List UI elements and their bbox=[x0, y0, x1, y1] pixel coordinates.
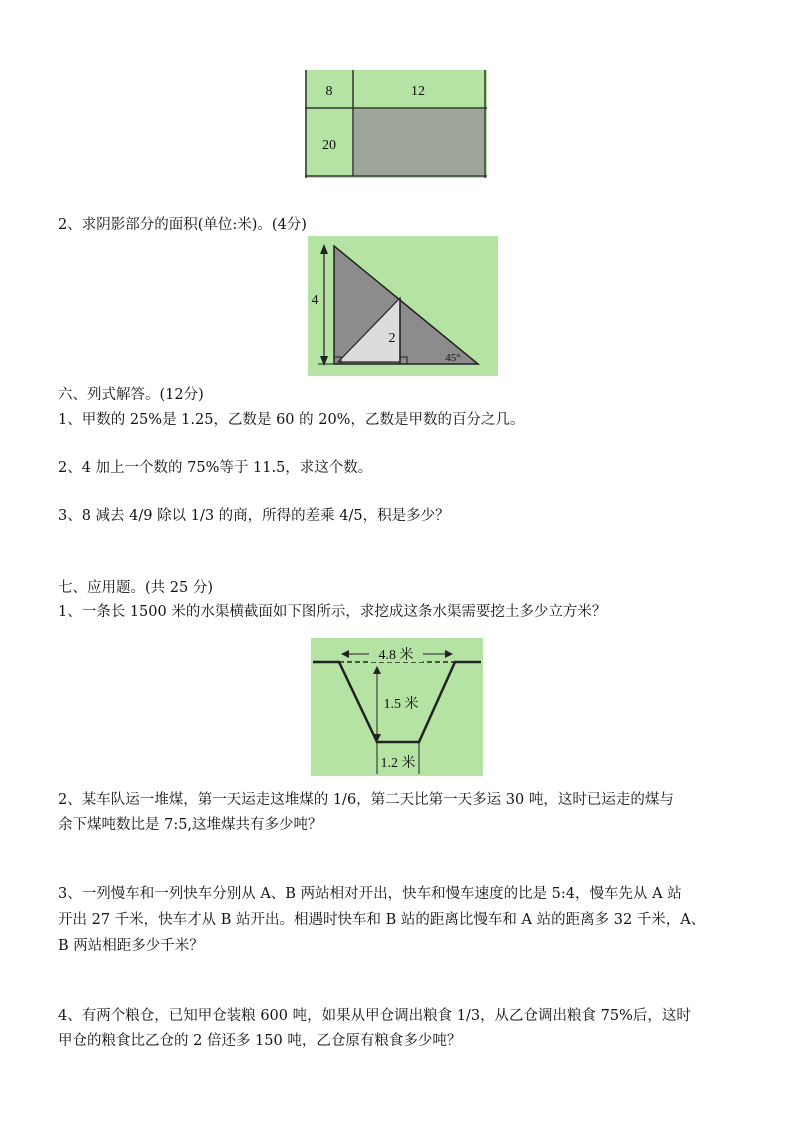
section7-q2-line1: 2、某车队运一堆煤，第一天运走这堆煤的 1/6，第二天比第一天多运 30 吨，这时已运走的煤与 bbox=[58, 792, 674, 808]
label-45-degree: 45° bbox=[445, 352, 461, 364]
section7-heading: 七、应用题。(共 25 分) bbox=[58, 580, 213, 596]
section6-item-3: 3、8 减去 4/9 除以 1/3 的商，所得的差乘 4/5，积是多少？ bbox=[58, 508, 450, 524]
label-8: 8 bbox=[325, 84, 333, 99]
question-shaded-area: 2、求阴影部分的面积(单位:米)。(4分) bbox=[58, 217, 307, 233]
label-top-width: 4.8 米 bbox=[378, 648, 414, 663]
section6-item-1: 1、甲数的 25%是 1.25，乙数是 60 的 20%，乙数是甲数的百分之几。 bbox=[58, 412, 525, 428]
label-bottom-width: 1.2 米 bbox=[380, 756, 416, 771]
section7-q3-line1: 3、一列慢车和一列快车分别从 A、B 两站相对开出，快车和慢车速度的比是 5:4，慢车先从 A 站 bbox=[58, 886, 682, 902]
label-2: 2 bbox=[388, 331, 396, 346]
section7-q2-line2: 余下煤吨数比是 7:5,这堆煤共有多少吨？ bbox=[58, 817, 323, 833]
section7-q4-line2: 甲仓的粮食比乙仓的 2 倍还多 150 吨，乙仓原有粮食多少吨？ bbox=[58, 1033, 462, 1049]
section6-item-2: 2、4 加上一个数的 75%等于 11.5，求这个数。 bbox=[58, 460, 373, 476]
section6-heading: 六、列式解答。(12分) bbox=[58, 387, 204, 403]
label-12: 12 bbox=[411, 84, 425, 99]
section7-q4-line1: 4、有两个粮仓，已知甲仓装粮 600 吨，如果从甲仓调出粮食 1/3，从乙仓调出粮食 75%后，这时 bbox=[58, 1008, 691, 1024]
label-height-4: 4 bbox=[311, 293, 319, 308]
section7-q3-line3: B 两站相距多少千米？ bbox=[58, 938, 204, 954]
shaded-region bbox=[354, 109, 484, 175]
label-depth: 1.5 米 bbox=[383, 697, 419, 712]
section7-q3-line2: 开出 27 千米，快车才从 B 站开出。相遇时快车和 B 站的距离比慢车和 A 站的距离多 32 千米，A、 bbox=[58, 912, 706, 928]
figure-grid bbox=[305, 70, 487, 178]
label-20: 20 bbox=[322, 138, 336, 153]
figure-canal bbox=[311, 638, 483, 776]
figure-triangles bbox=[308, 236, 498, 376]
section7-q1: 1、一条长 1500 米的水渠横截面如下图所示，求挖成这条水渠需要挖土多少立方米？ bbox=[58, 604, 607, 620]
